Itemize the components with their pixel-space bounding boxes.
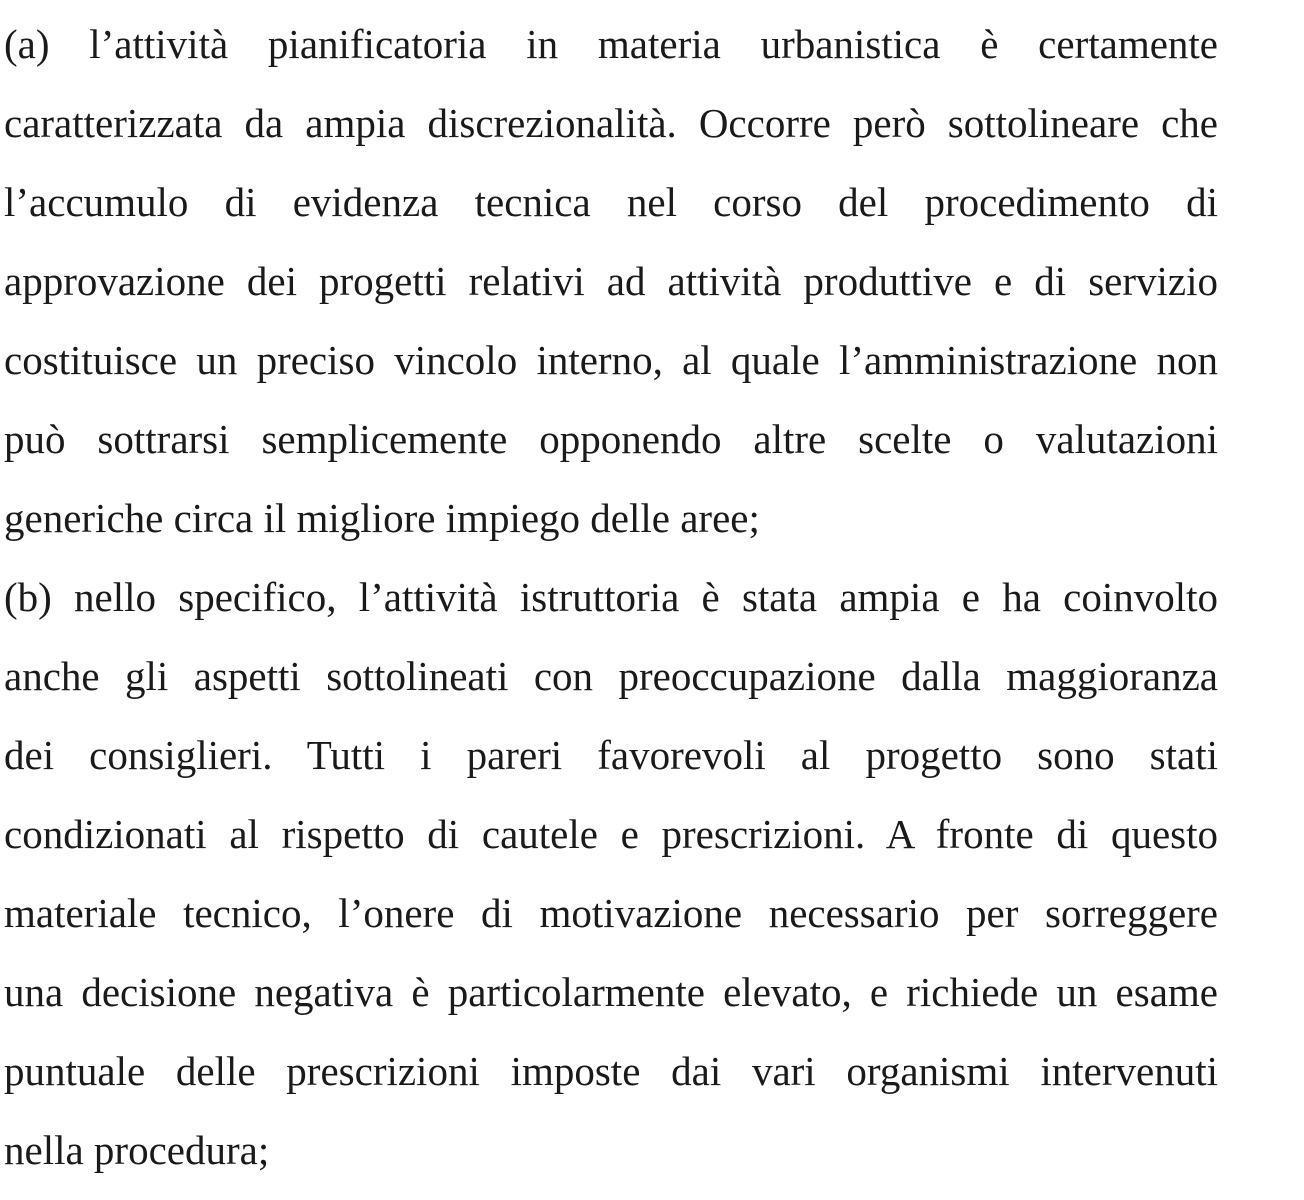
text-line: una decisione negativa è particolarmente elevato, e richiede un esame bbox=[4, 969, 1218, 1015]
text-line: materiale tecnico, l’onere di motivazione necessario per sorreggere bbox=[4, 890, 1218, 936]
text-line: costituisce un preciso vincolo interno, al quale l’amministrazione non bbox=[4, 337, 1218, 383]
text-line: generiche circa il migliore impiego delle aree; bbox=[4, 495, 760, 541]
text-line: caratterizzata da ampia discrezionalità. Occorre però sottolineare che bbox=[4, 100, 1218, 146]
text-line: anche gli aspetti sottolineati con preoccupazione dalla maggioranza bbox=[4, 653, 1218, 699]
text-line: condizionati al rispetto di cautele e prescrizioni. A fronte di questo bbox=[4, 811, 1218, 857]
text-line: nella procedura; bbox=[4, 1127, 270, 1173]
text-line: l’accumulo di evidenza tecnica nel corso del procedimento di bbox=[4, 179, 1218, 225]
text-line: puntuale delle prescrizioni imposte dai vari organismi intervenuti bbox=[4, 1048, 1218, 1094]
text-line: dei consiglieri. Tutti i pareri favorevoli al progetto sono stati bbox=[4, 732, 1218, 778]
text-line: (a) l’attività pianificatoria in materia urbanistica è certamente bbox=[4, 21, 1218, 67]
text-line: può sottrarsi semplicemente opponendo altre scelte o valutazioni bbox=[4, 416, 1218, 462]
text-line: (b) nello specifico, l’attività istruttoria è stata ampia e ha coinvolto bbox=[4, 574, 1218, 620]
text-line: approvazione dei progetti relativi ad attività produttive e di servizio bbox=[4, 258, 1218, 304]
